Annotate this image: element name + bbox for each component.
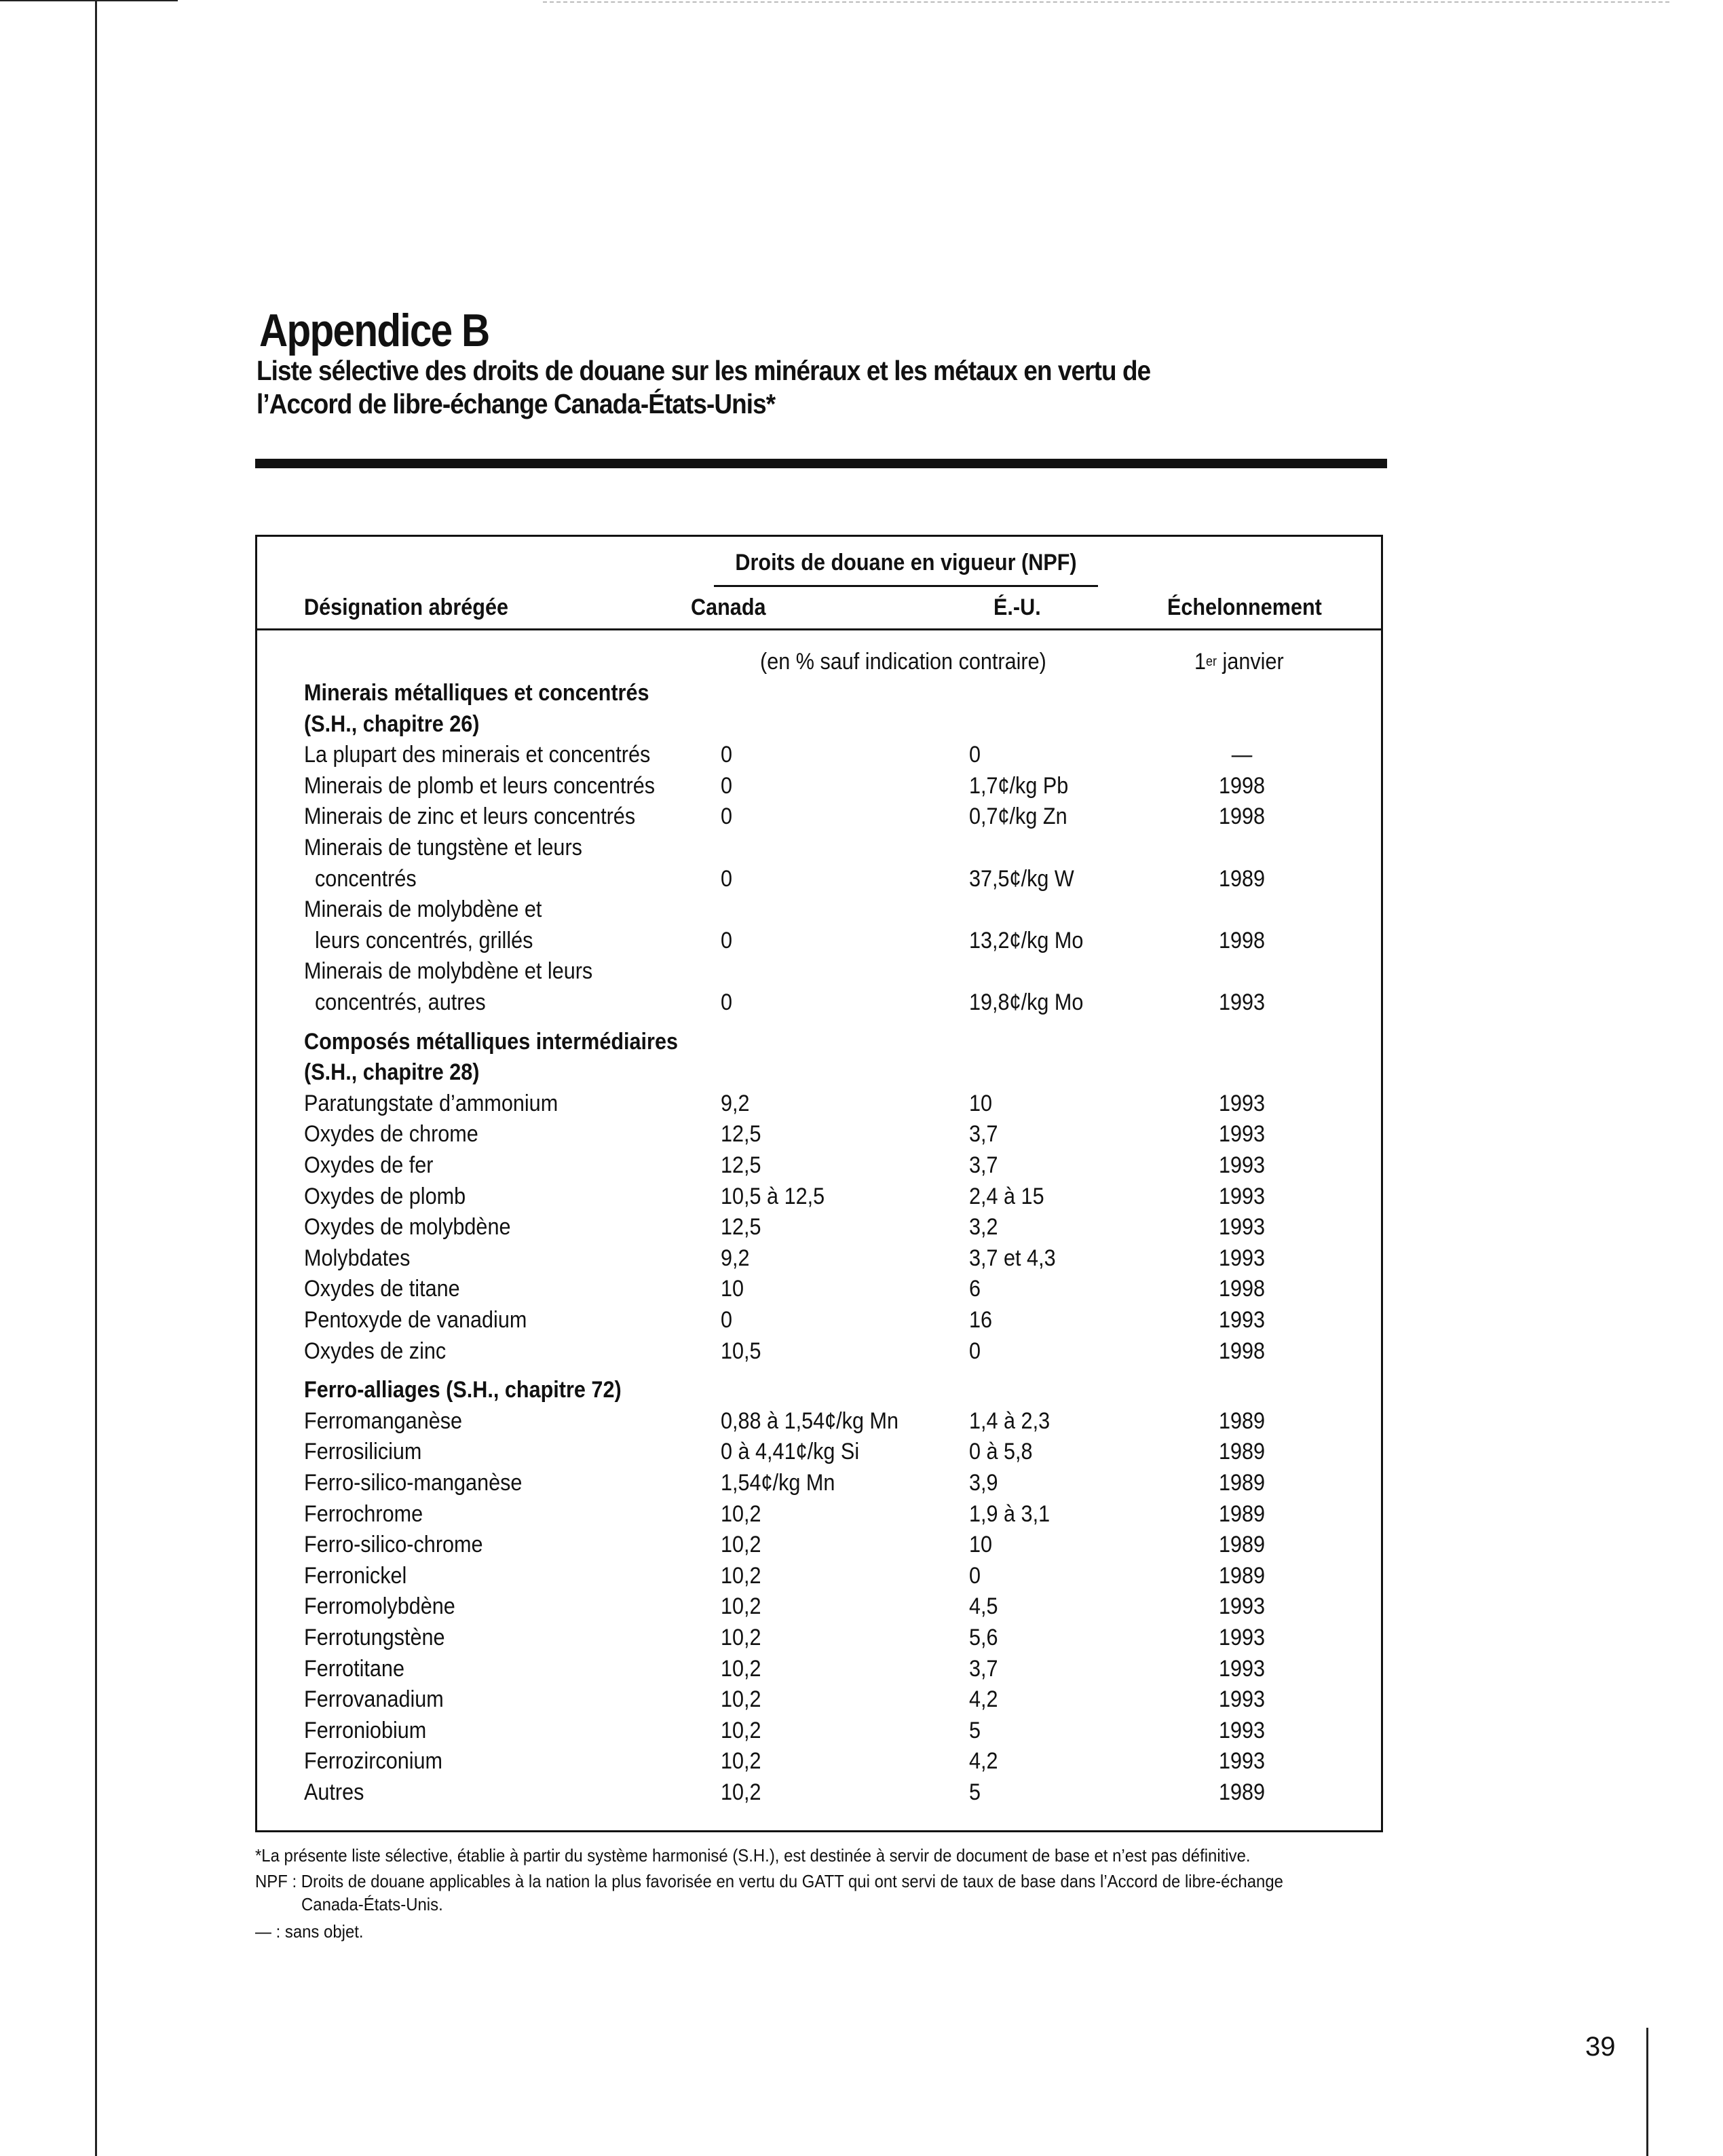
row-designation: Ferromanganèse [304,1408,463,1434]
row-echelonnement: 1989 [1218,1439,1266,1464]
row-echelonnement: 1993 [1218,1091,1266,1116]
row-eu-rate: 1,4 à 2,3 [969,1408,1050,1434]
row-eu-rate: 6 [969,1276,981,1302]
group-header-rule [714,585,1098,587]
row-designation: Ferromolybdène [304,1593,455,1619]
row-echelonnement: 1993 [1218,1307,1266,1333]
row-echelonnement: 1993 [1218,1214,1266,1240]
row-designation: Paratungstate d’ammonium [304,1091,558,1116]
row-eu-rate: 5,6 [969,1625,998,1650]
row-eu-rate: 1,7¢/kg Pb [969,773,1069,799]
col-header-canada: Canada [691,594,766,620]
row-echelonnement: 1989 [1218,866,1266,892]
row-echelonnement: 1998 [1218,773,1266,799]
right-margin-line [1646,2028,1648,2156]
col-header-designation: Désignation abrégée [304,594,508,620]
row-designation: Oxydes de chrome [304,1121,478,1147]
row-designation: Oxydes de molybdène [304,1214,511,1240]
header-rule [255,628,1383,630]
row-echelonnement: 1993 [1218,1748,1266,1774]
row-echelonnement: 1989 [1218,1470,1266,1496]
row-eu-rate: 3,9 [969,1470,998,1496]
row-echelonnement: 1993 [1218,1686,1266,1712]
col-header-echelonnement: Échelonnement [1167,594,1322,620]
footnote-npf-cont: Canada-États-Unis. [301,1894,443,1914]
row-canada-rate: 10,2 [721,1563,761,1589]
row-eu-rate: 4,2 [969,1748,998,1774]
row-designation: Ferrozirconium [304,1748,443,1774]
row-canada-rate: 1,54¢/kg Mn [721,1470,835,1496]
row-eu-rate: 3,7 [969,1152,998,1178]
row-eu-rate: 5 [969,1779,981,1805]
row-designation: Oxydes de fer [304,1152,434,1178]
row-designation: Oxydes de plomb [304,1184,466,1209]
row-canada-rate: 0 [721,989,733,1015]
footnote-npf: NPF : Droits de douane applicables à la nation la plus favorisée en vertu du GATT qui ont servi de taux de base dans l’Accord de libre-échange [255,1871,1283,1891]
left-margin-line [95,0,97,2156]
row-canada-rate: 10,2 [721,1501,761,1527]
row-eu-rate: 3,2 [969,1214,998,1240]
row-eu-rate: 0 [969,1563,981,1589]
col-header-eu: É.-U. [993,594,1041,620]
row-eu-rate: 0 [969,742,981,768]
row-echelonnement: — [1231,742,1253,768]
row-canada-rate: 10,2 [721,1656,761,1682]
row-designation: Ferro-silico-chrome [304,1532,483,1557]
row-designation: concentrés, autres [315,989,486,1015]
row-canada-rate: 0 à 4,41¢/kg Si [721,1439,860,1464]
row-designation: Molybdates [304,1245,411,1271]
row-designation: Ferroniobium [304,1718,427,1743]
row-canada-rate: 10,2 [721,1625,761,1650]
row-canada-rate: 10,2 [721,1686,761,1712]
row-canada-rate: 0 [721,1307,733,1333]
row-canada-rate: 0 [721,866,733,892]
row-designation: Ferrosilicium [304,1439,422,1464]
row-canada-rate: 0 [721,803,733,829]
row-eu-rate: 3,7 [969,1121,998,1147]
row-echelonnement: 1993 [1218,1625,1266,1650]
row-designation: Pentoxyde de vanadium [304,1307,527,1333]
row-eu-rate: 19,8¢/kg Mo [969,989,1084,1015]
row-eu-rate: 4,2 [969,1686,998,1712]
footnote-dash: — : sans objet. [255,1921,364,1942]
row-eu-rate: 5 [969,1718,981,1743]
row-designation: Autres [304,1779,364,1805]
row-designation: Ferrovanadium [304,1686,444,1712]
section-heading: (S.H., chapitre 26) [304,711,480,737]
date-note: 1er janvier [1194,649,1284,675]
section-heading: (S.H., chapitre 28) [304,1059,480,1085]
top-scan-line [543,1,1669,3]
row-echelonnement: 1993 [1218,1245,1266,1271]
row-eu-rate: 0 [969,1338,981,1364]
row-canada-rate: 10,5 [721,1338,761,1364]
row-canada-rate: 9,2 [721,1245,750,1271]
row-echelonnement: 1989 [1218,1779,1266,1805]
row-echelonnement: 1989 [1218,1408,1266,1434]
row-echelonnement: 1998 [1218,928,1266,953]
row-canada-rate: 12,5 [721,1121,761,1147]
row-designation: Minerais de molybdène et leurs [304,958,593,984]
row-echelonnement: 1993 [1218,1593,1266,1619]
row-eu-rate: 37,5¢/kg W [969,866,1074,892]
row-eu-rate: 2,4 à 15 [969,1184,1044,1209]
footnote-star: *La présente liste sélective, établie à partir du système harmonisé (S.H.), est destinée à servir de document de base et n’est pas définitive. [255,1845,1251,1866]
row-eu-rate: 3,7 et 4,3 [969,1245,1056,1271]
row-designation: La plupart des minerais et concentrés [304,742,651,768]
section-heading: Ferro-alliages (S.H., chapitre 72) [304,1377,622,1403]
row-echelonnement: 1993 [1218,1184,1266,1209]
row-designation: Ferrochrome [304,1501,423,1527]
row-designation: leurs concentrés, grillés [315,928,533,953]
row-canada-rate: 10,5 à 12,5 [721,1184,825,1209]
row-designation: Ferronickel [304,1563,407,1589]
row-designation: Ferrotungstène [304,1625,445,1650]
row-designation: Minerais de molybdène et [304,896,542,922]
row-canada-rate: 10 [721,1276,744,1302]
row-designation: Oxydes de titane [304,1276,460,1302]
row-echelonnement: 1993 [1218,1121,1266,1147]
row-echelonnement: 1993 [1218,1152,1266,1178]
row-designation: concentrés [315,866,417,892]
row-canada-rate: 12,5 [721,1214,761,1240]
row-eu-rate: 4,5 [969,1593,998,1619]
row-canada-rate: 10,2 [721,1593,761,1619]
row-eu-rate: 0 à 5,8 [969,1439,1033,1464]
appendix-title: Appendice B [259,305,489,356]
row-echelonnement: 1993 [1218,1718,1266,1743]
margin-tick-top [0,0,178,1]
units-note: (en % sauf indication contraire) [760,649,1046,675]
row-eu-rate: 13,2¢/kg Mo [969,928,1084,953]
row-canada-rate: 10,2 [721,1779,761,1805]
section-heading: Minerais métalliques et concentrés [304,680,649,706]
row-echelonnement: 1989 [1218,1532,1266,1557]
row-designation: Ferro-silico-manganèse [304,1470,523,1496]
row-canada-rate: 9,2 [721,1091,750,1116]
row-canada-rate: 0 [721,742,733,768]
row-designation: Minerais de zinc et leurs concentrés [304,803,636,829]
row-designation: Ferrotitane [304,1656,404,1682]
row-canada-rate: 0 [721,773,733,799]
page-number: 39 [1585,2032,1616,2062]
row-canada-rate: 0,88 à 1,54¢/kg Mn [721,1408,898,1434]
row-canada-rate: 12,5 [721,1152,761,1178]
row-echelonnement: 1998 [1218,1338,1266,1364]
row-designation: Minerais de plomb et leurs concentrés [304,773,656,799]
title-rule [255,459,1387,468]
row-eu-rate: 3,7 [969,1656,998,1682]
row-designation: Oxydes de zinc [304,1338,447,1364]
row-echelonnement: 1998 [1218,803,1266,829]
appendix-subtitle: Liste sélective des droits de douane sur les minéraux et les métaux en vertu de l’Accord de libre-échange Canada-États-Unis* [257,355,1151,419]
row-eu-rate: 0,7¢/kg Zn [969,803,1067,829]
row-canada-rate: 10,2 [721,1718,761,1743]
row-echelonnement: 1993 [1218,1656,1266,1682]
row-canada-rate: 10,2 [721,1748,761,1774]
row-echelonnement: 1989 [1218,1563,1266,1589]
row-canada-rate: 0 [721,928,733,953]
row-eu-rate: 10 [969,1091,993,1116]
row-echelonnement: 1998 [1218,1276,1266,1302]
row-designation: Minerais de tungstène et leurs [304,835,582,860]
row-echelonnement: 1989 [1218,1501,1266,1527]
section-heading: Composés métalliques intermédiaires [304,1029,678,1055]
row-eu-rate: 1,9 à 3,1 [969,1501,1050,1527]
row-eu-rate: 16 [969,1307,993,1333]
group-header: Droits de douane en vigueur (NPF) [735,550,1077,575]
row-canada-rate: 10,2 [721,1532,761,1557]
row-eu-rate: 10 [969,1532,993,1557]
row-echelonnement: 1993 [1218,989,1266,1015]
